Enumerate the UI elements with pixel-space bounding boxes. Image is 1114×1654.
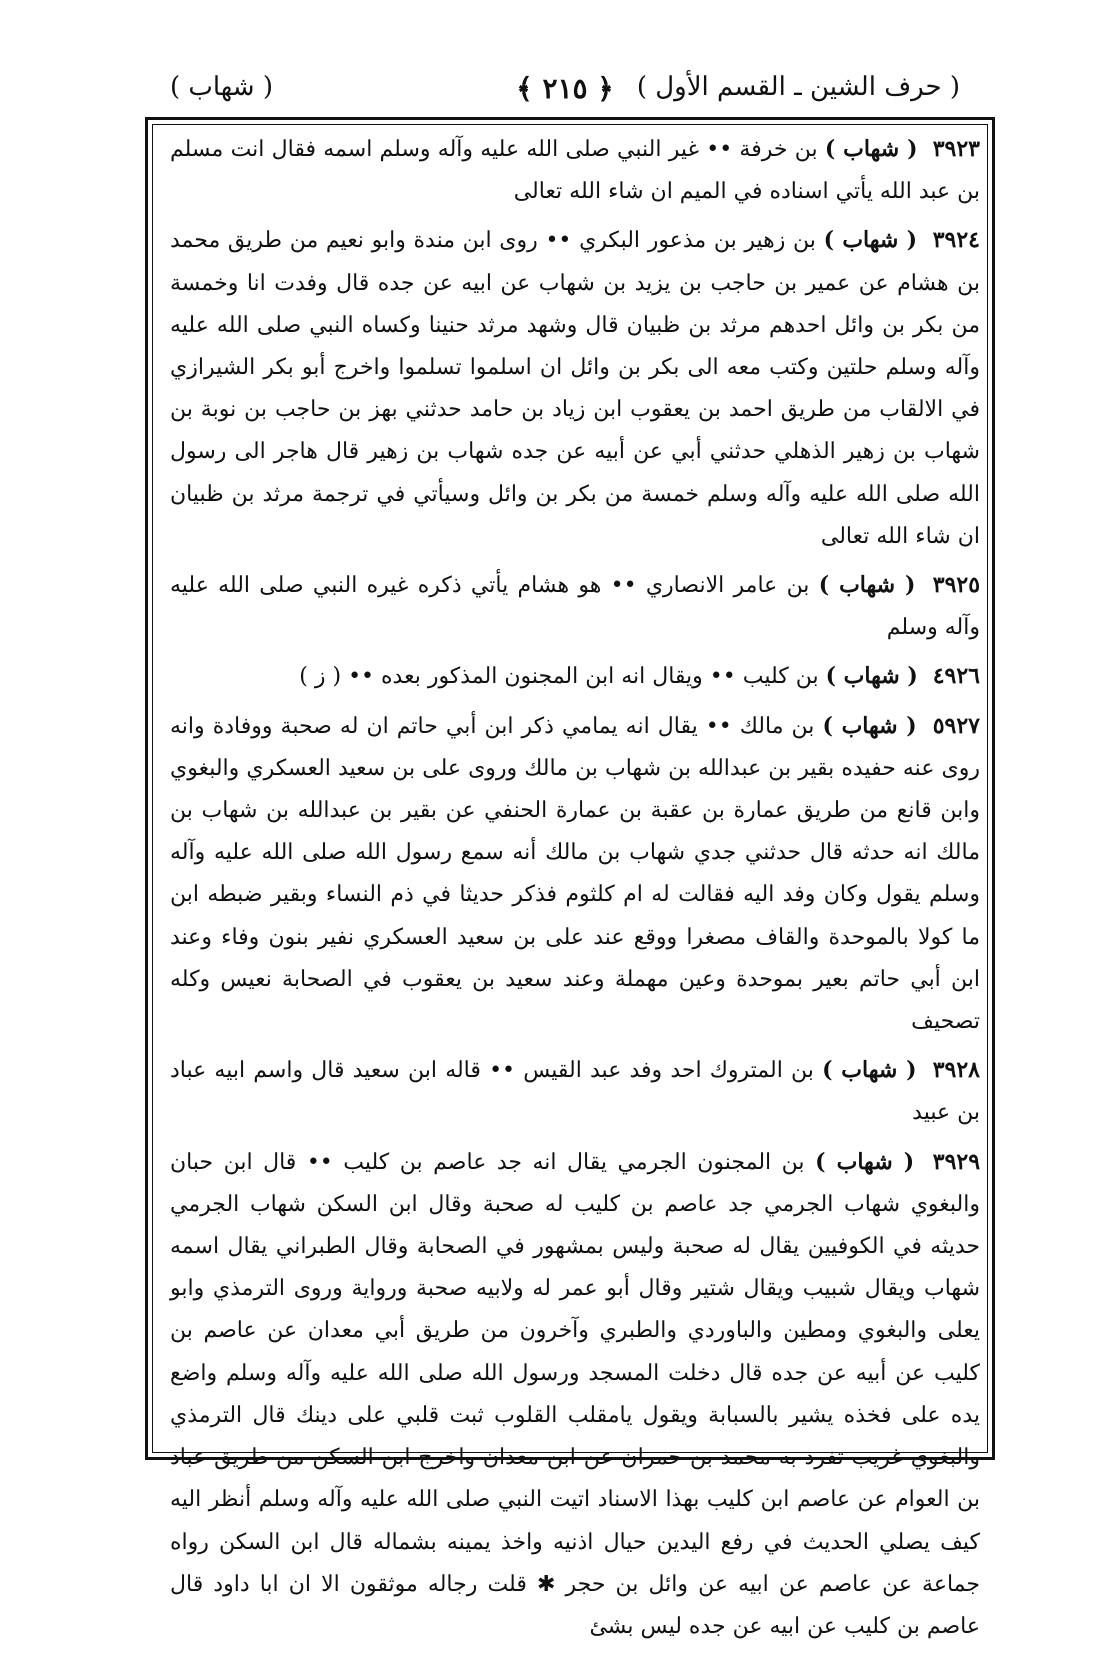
entry-number: ٣٩٢٥ (932, 572, 981, 599)
entry-number: ٣٩٢٨ (932, 1057, 980, 1084)
entry (170, 564, 980, 649)
page-number: ﴿ ٢١٥ ﴾ (516, 72, 614, 105)
entry-number: ٥٩٢٧ (932, 712, 980, 739)
entry (170, 219, 980, 558)
entry-number: ٣٩٢٤ (932, 227, 980, 254)
page-body (170, 128, 980, 1654)
section-title: ( حرف الشين ـ القسم الأول ) (636, 72, 960, 102)
entry-text: بن عامر الانصاري •• هو هشام يأتي ذكره غيره النبي صلى الله عليه وآله وسلم (170, 573, 980, 641)
entry (170, 128, 980, 213)
entry-name: ( شهاب ) (822, 1057, 917, 1084)
entry (170, 1049, 980, 1134)
entry-text: بن خرفة •• غير النبي صلى الله عليه وآله وسلم اسمه فقال انت مسلم بن عبد الله يأتي اسناده في الميم ان شاء الله تعالى (170, 137, 980, 205)
entry-text: بن المتروك احد وفد عبد القيس •• قاله ابن سعيد قال واسم ابيه عباد بن عبيد (170, 1058, 980, 1126)
entry-name: ( شهاب ) (825, 663, 918, 690)
entry-text: بن مالك •• يقال انه يمامي ذكر ابن أبي حاتم ان له صحبة ووفادة وانه روى عنه حفيده بقير بن عبدالله بن شهاب بن مالك وروى على بن سعيد العسكري والبغوي وابن قانع من طريق عمارة بن عقبة بن عمارة الحنفي عن بقير بن عبدالله بن شهاب بن مالك انه حدثه قال حدثني جدي شهاب بن مالك أنه سمع رسول الله صلى الله عليه وآله وسلم يقول وكان وفد اليه فقالت له ام كلثوم فذكر حديثا في ذم النساء وبقير ضبطه ابن ما كولا بالموحدة والقاف مصغرا ووقع عند على بن سعيد العسكري نفير بنون وفاء وعند ابن أبي حاتم بعير بموحدة وعين مهملة وعند سعيد بن يعقوب في الصحابة نعيس وكله تصحيف (170, 713, 980, 1035)
entry-number: ٣٩٢٩ (932, 1148, 981, 1175)
entry-name: ( شهاب ) (824, 136, 918, 162)
page-header (170, 72, 960, 112)
entry-name: ( شهاب ) (815, 1148, 915, 1175)
entry (170, 705, 980, 1044)
entry-name: ( شهاب ) (823, 227, 918, 254)
running-entry-name: ( شهاب ) (170, 72, 273, 102)
entry-text: بن زهير بن مذعور البكري •• روى ابن مندة وابو نعيم من طريق محمد بن هشام عن عمير بن حاجب بن يزيد بن شهاب عن ابيه عن جده قال وفدت انا وخمسة من بكر بن وائل احدهم مرثد بن ظبيان قال وشهد مرثد حنينا وكساه النبي صلى الله عليه وآله وسلم حلتين وكتب معه الى بكر بن وائل ان اسلموا تسلموا واخرج أبو بكر الشيرازي في الالقاب من طريق احمد بن يعقوب ابن زياد بن حامد حدثني بهز بن حاجب بن نوبة بن شهاب بن زهير الذهلي حدثني أبي عن أبيه عن جده شهاب بن زهير قال هاجر الى رسول الله صلى الله عليه وآله وسلم خمسة من بكر بن وائل وسيأتي في ترجمة مرثد بن ظبيان ان شاء الله تعالى (170, 228, 980, 549)
entry-name: ( شهاب ) (818, 572, 916, 599)
entry-text: بن المجنون الجرمي يقال انه جد عاصم بن كليب •• قال ابن حبان والبغوي شهاب الجرمي جد عاصم بن كليب له صحبة وقال ابن السكن شهاب الجرمي حديثه في الكوفيين يقال له صحبة وليس بمشهور في الصحابة وقال الطبراني يقال اسمه شهاب ويقال شبيب ويقال شتير وقال أبو عمر له ولابيه صحبة ورواية وروى الترمذي وابو يعلى والبغوي ومطين والباوردي والطبري وآخرون من طريق أبي معدان عن عاصم بن كليب عن أبيه عن جده قال دخلت المسجد ورسول الله صلى الله عليه وآله وسلم واضع يده على فخذه يشير بالسبابة ويقول يامقلب القلوب ثبت قلبي على دينك قال الترمذي والبغوي غريب تفرد به محمد بن حمران عن ابن معدان واخرج ابن السكن من طريق عباد بن العوام عن عاصم ابن كليب بهذا الاسناد اتيت النبي صلى الله عليه وآله وسلم أنظر اليه كيف يصلي الحديث في رفع اليدين حيال اذنيه واخذ يمينه بشماله قال ابن السكن رواه جماعة عن عاصم عن ابيه عن وائل بن حجر ✱ قلت رجاله موثقون الا ان ابا داود قال عاصم بن كليب عن ابيه عن جده ليس بشئ (170, 1149, 981, 1639)
entry (170, 655, 980, 698)
entry-text: بن كليب •• ويقال انه ابن المجنون المذكور بعده •• ( ز ) (299, 664, 819, 690)
entry-number: ٤٩٢٦ (932, 663, 980, 690)
entry-number: ٣٩٢٣ (932, 136, 980, 162)
entry (170, 1141, 980, 1648)
entry-name: ( شهاب ) (822, 712, 917, 739)
